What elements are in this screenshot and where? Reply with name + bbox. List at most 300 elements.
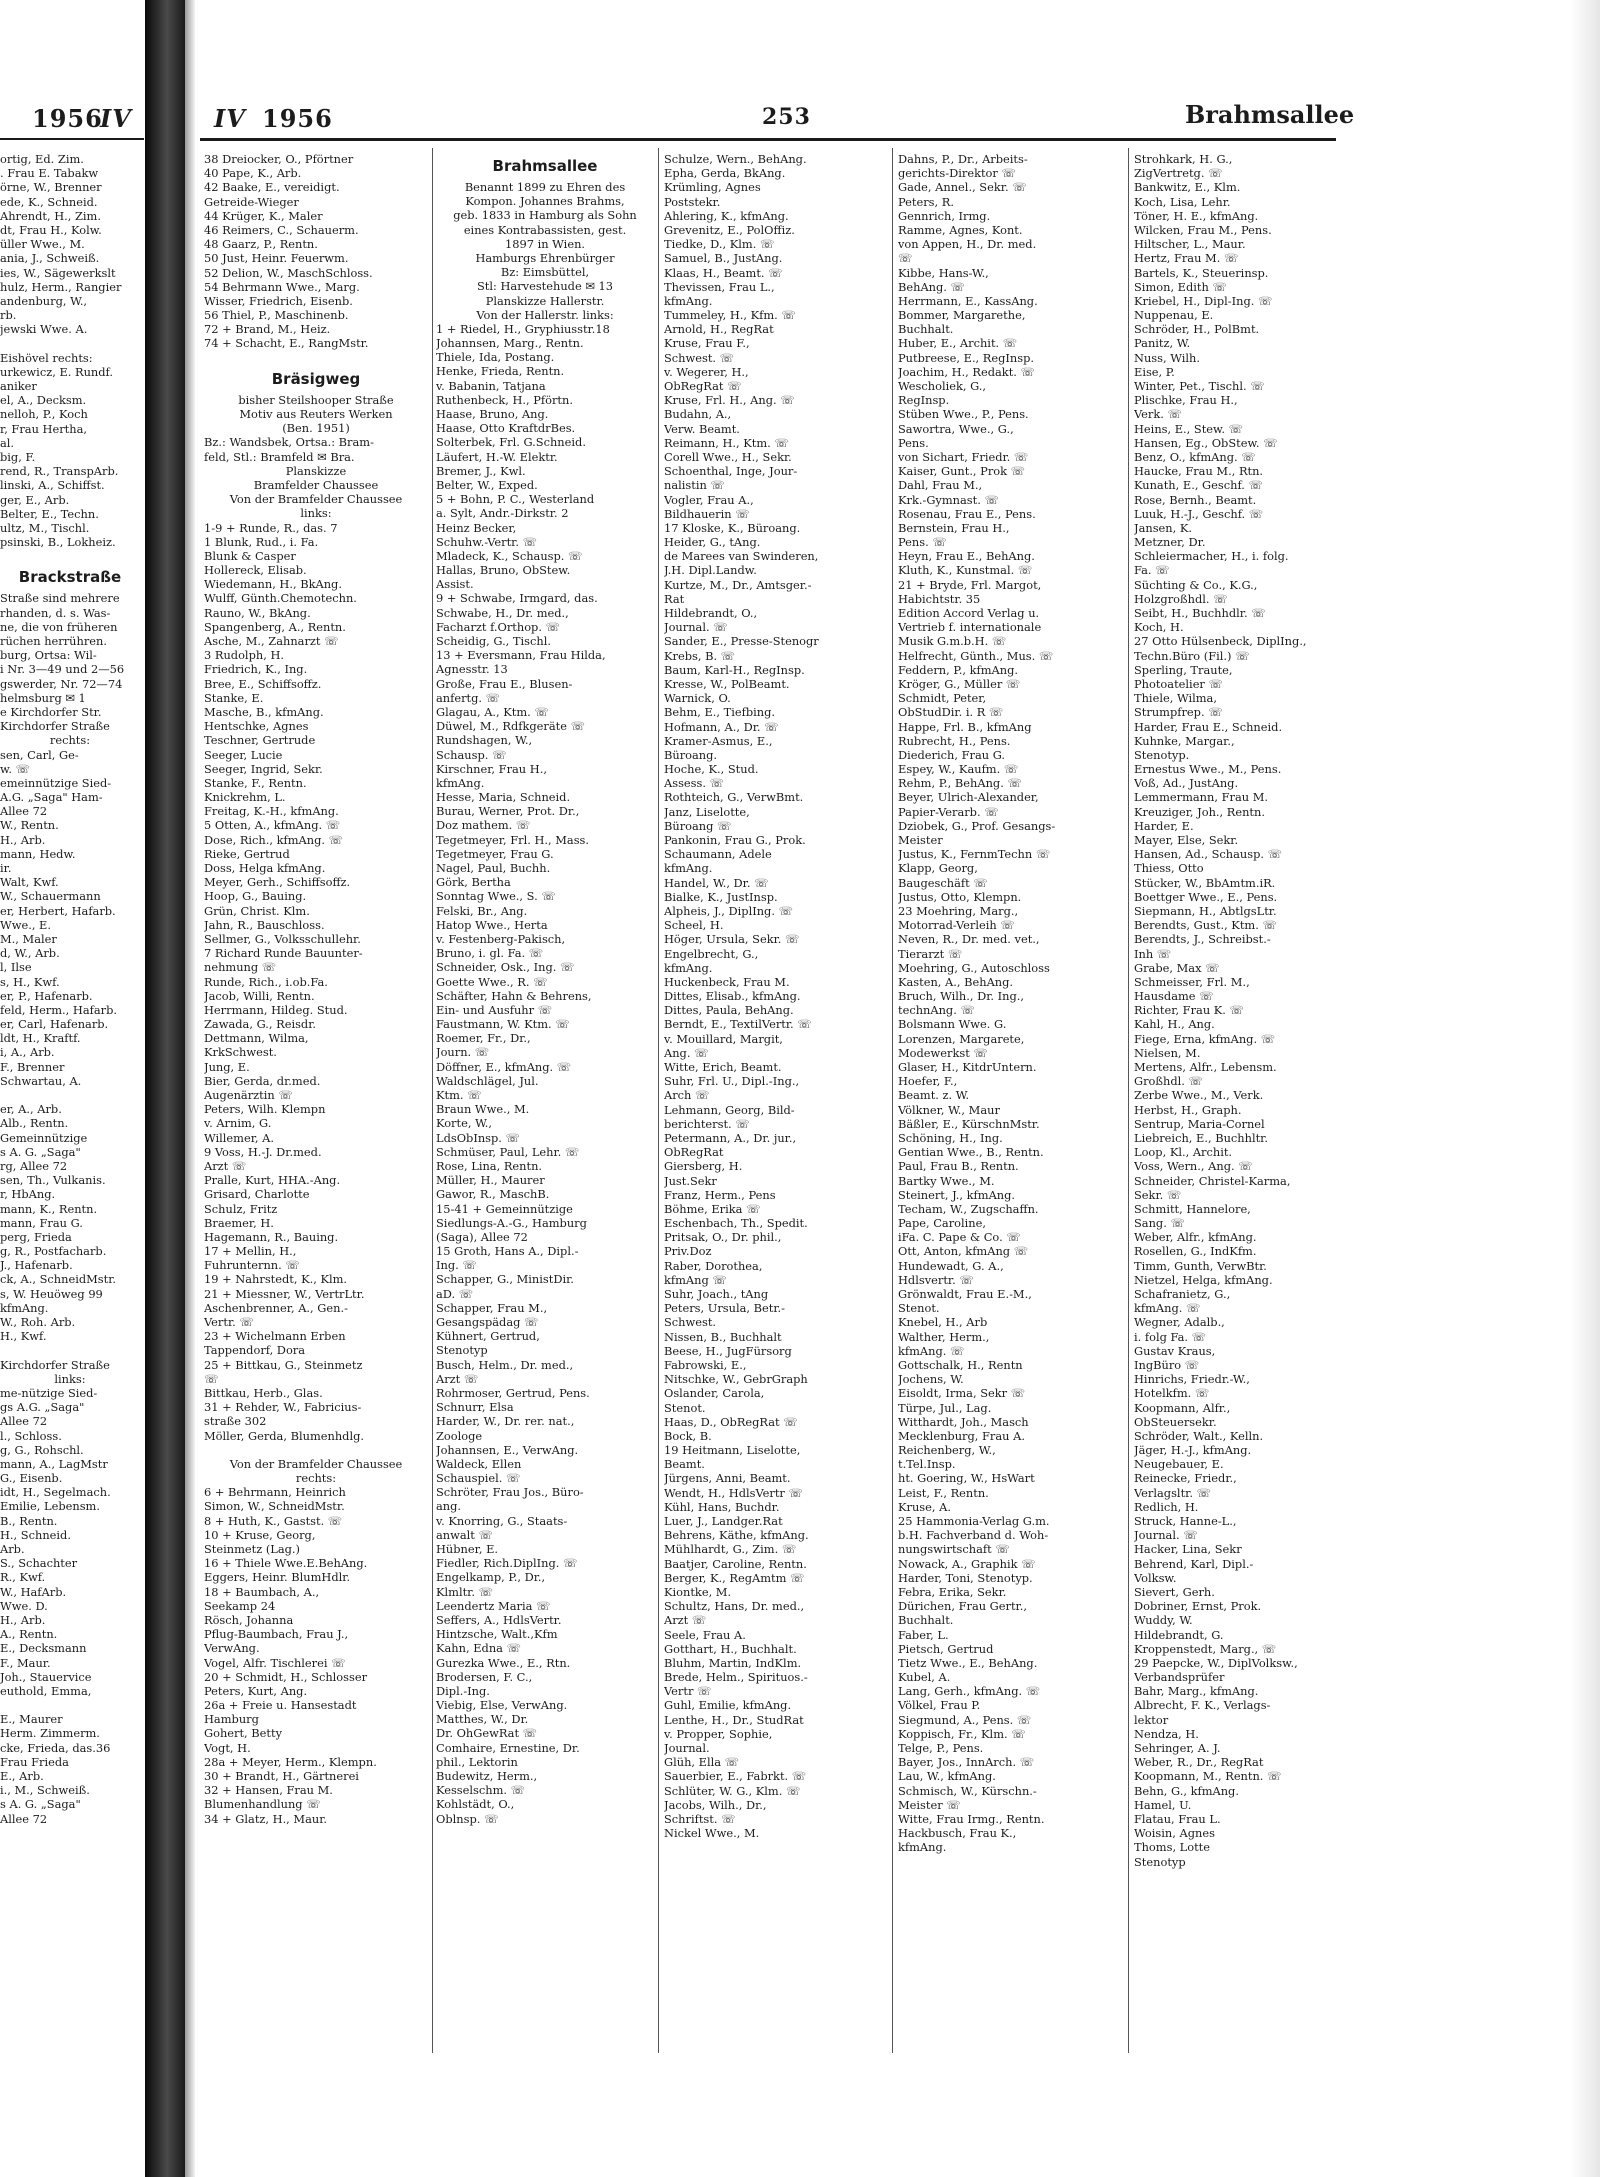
directory-line: Justus, Otto, Klempn. bbox=[898, 889, 1022, 904]
directory-line: Tegetmeyer, Frau G. bbox=[436, 846, 554, 861]
directory-line: Journal. bbox=[664, 1741, 710, 1755]
directory-line: Luer, J., Landger.Rat bbox=[664, 1514, 783, 1528]
directory-line: J., Hafenarb. bbox=[0, 1258, 73, 1273]
directory-line: Bayer, Jos., InnArch. ☏ bbox=[898, 1755, 1034, 1770]
directory-line: 17 Kloske, K., Büroang. bbox=[664, 520, 801, 535]
directory-line: Beamt. bbox=[664, 1457, 705, 1472]
directory-line: Döffner, E., kfmAng. ☏ bbox=[436, 1059, 572, 1074]
directory-line: Schwest. ☏ bbox=[664, 350, 734, 365]
directory-line: Bz: Eimsbüttel, bbox=[500, 265, 590, 280]
directory-line: Nissen, B., Buchhalt bbox=[664, 1329, 782, 1344]
directory-line: Leendertz Maria ☏ bbox=[436, 1598, 551, 1613]
directory-line: nelloh, P., Koch bbox=[0, 407, 88, 422]
directory-line: Doz mathem. ☏ bbox=[436, 818, 531, 833]
directory-line: Leist, F., Rentn. bbox=[898, 1485, 989, 1500]
directory-line: s A. G. „Saga" bbox=[0, 1144, 81, 1159]
directory-line: Petermann, A., Dr. jur., bbox=[664, 1130, 797, 1145]
directory-line: Eise, P. bbox=[1134, 364, 1175, 379]
directory-line: Rose, Bernh., Beamt. bbox=[1134, 492, 1257, 507]
directory-line: Grönwaldt, Frau E.-M., bbox=[898, 1287, 1032, 1301]
directory-line: Kahn, Edna ☏ bbox=[436, 1641, 521, 1656]
directory-line: idt, H., Segelmach. bbox=[0, 1485, 111, 1500]
directory-line: Benz, O., kfmAng. ☏ bbox=[1134, 449, 1256, 464]
directory-line: 23 + Wichelmann Erben bbox=[204, 1329, 346, 1344]
directory-line: rhanden, d. s. Was- bbox=[0, 605, 111, 620]
directory-line: Viebig, Else, VerwAng. bbox=[436, 1698, 568, 1713]
directory-line: S., Schachter bbox=[0, 1556, 78, 1571]
directory-line: Schröter, Frau Jos., Büro- bbox=[436, 1485, 584, 1500]
directory-line: mann, A., LagMstr bbox=[0, 1456, 108, 1471]
directory-line: Straße sind mehrere bbox=[0, 591, 120, 606]
directory-line: Bluhm, Martin, IndKlm. bbox=[664, 1655, 802, 1670]
directory-line: E., Arb. bbox=[0, 1769, 44, 1783]
directory-line: 9 + Schwabe, Irmgard, das. bbox=[436, 591, 598, 606]
directory-line: sen, Th., Vulkanis. bbox=[0, 1173, 106, 1188]
directory-line: Kunath, E., Geschf. ☏ bbox=[1134, 478, 1263, 493]
directory-line: Guhl, Emilie, kfmAng. bbox=[664, 1698, 792, 1713]
directory-line: ang. bbox=[436, 1499, 462, 1514]
directory-line: Plischke, Frau H., bbox=[1134, 393, 1238, 408]
directory-line: Krümling, Agnes bbox=[664, 180, 761, 195]
directory-line: Aschenbrenner, A., Gen.- bbox=[204, 1300, 348, 1315]
directory-line: Photoatelier ☏ bbox=[1134, 676, 1223, 691]
left-page-column bbox=[0, 152, 140, 1826]
left-page-header-rule bbox=[0, 138, 144, 140]
directory-line: Winter, Pet., Tischl. ☏ bbox=[1134, 379, 1265, 393]
directory-line: Koopmann, M., Rentn. ☏ bbox=[1134, 1769, 1282, 1784]
directory-line: Schwabe, H., Dr. med., bbox=[436, 605, 569, 620]
directory-line: lektor bbox=[1134, 1712, 1169, 1727]
directory-line: Hamburgs Ehrenbürger bbox=[475, 250, 615, 265]
directory-line: J.H. Dipl.Landw. bbox=[664, 563, 757, 578]
directory-line: t.Tel.Insp. bbox=[898, 1457, 956, 1472]
directory-line: Schneider, Christel-Karma, bbox=[1134, 1173, 1291, 1188]
directory-line: Getreide-Wieger bbox=[204, 194, 299, 209]
directory-line: Liebreich, E., Buchhltr. bbox=[1134, 1130, 1268, 1145]
column-3 bbox=[664, 152, 888, 1840]
directory-line: Allee 72 bbox=[0, 1414, 48, 1429]
directory-line: cke, Frieda, das.36 bbox=[0, 1740, 111, 1755]
directory-line: F., Brenner bbox=[0, 1059, 65, 1074]
directory-line: Hamel, U. bbox=[1134, 1797, 1192, 1812]
directory-line: Brede, Helm., Spirituos.- bbox=[664, 1670, 808, 1685]
directory-line: Baatjer, Caroline, Rentn. bbox=[664, 1556, 807, 1571]
directory-line: Grün, Christ. Klm. bbox=[204, 903, 310, 918]
directory-line: 1897 in Wien. bbox=[504, 236, 586, 251]
directory-line: Wwe., E. bbox=[0, 917, 51, 932]
directory-line: Feddern, P., kfmAng. bbox=[898, 662, 1018, 677]
directory-line: Pietsch, Gertrud bbox=[898, 1641, 994, 1656]
directory-line: Pens. ☏ bbox=[898, 535, 947, 550]
directory-line: Kriebel, H., Dipl-Ing. ☏ bbox=[1134, 293, 1273, 308]
directory-line: Stenot. bbox=[898, 1301, 940, 1316]
directory-line: berichterst. ☏ bbox=[664, 1116, 750, 1131]
directory-line: rüchen herrühren. bbox=[0, 634, 107, 648]
directory-line: LdsObInsp. ☏ bbox=[436, 1130, 520, 1145]
right-page-year: 1956 bbox=[262, 104, 333, 133]
directory-line: Pape, Caroline, bbox=[898, 1216, 987, 1231]
directory-line: v. Festenberg-Pakisch, bbox=[436, 931, 566, 946]
directory-line: Hiltscher, L., Maur. bbox=[1134, 237, 1246, 252]
directory-line: Hdlsvertr. ☏ bbox=[898, 1272, 974, 1287]
directory-line: Witte, Frau Irmg., Rentn. bbox=[898, 1811, 1045, 1826]
directory-line: Lorenzen, Margarete, bbox=[898, 1031, 1025, 1046]
directory-line: Glaser, H., KitdrUntern. bbox=[898, 1060, 1037, 1074]
directory-line: v. Arnim, G. bbox=[204, 1116, 272, 1131]
directory-line: geb. 1833 in Hamburg als Sohn bbox=[453, 208, 637, 223]
directory-line: me-nützige Sied- bbox=[0, 1385, 98, 1400]
directory-line: Hackbusch, Frau K., bbox=[898, 1826, 1017, 1841]
directory-line: 8 + Huth, K., Gastst. ☏ bbox=[204, 1513, 343, 1528]
directory-line: Korte, W., bbox=[436, 1116, 493, 1131]
directory-line: Blunk & Casper bbox=[204, 548, 296, 563]
directory-line: Hausdame ☏ bbox=[1134, 989, 1214, 1004]
directory-line: kfmAng. bbox=[664, 960, 713, 975]
directory-line: 50 Just, Heinr. Feuerwm. bbox=[204, 251, 349, 266]
directory-line: helmsburg ✉ 1 bbox=[0, 690, 86, 705]
directory-line: 23 Moehring, Marg., bbox=[898, 903, 1019, 918]
directory-line: Kruse, A. bbox=[898, 1499, 951, 1514]
directory-line: 31 + Rehder, W., Fabricius- bbox=[204, 1400, 362, 1415]
directory-line: Schriftst. ☏ bbox=[664, 1811, 736, 1826]
directory-line: Jansen, K. bbox=[1134, 520, 1192, 535]
directory-line: Willemer, A. bbox=[204, 1130, 275, 1145]
directory-line: Rehm, P., BehAng. ☏ bbox=[898, 776, 1022, 791]
directory-line: 1 Blunk, Rud., i. Fa. bbox=[204, 534, 319, 549]
directory-line: Alpheis, J., DiplIng. ☏ bbox=[664, 903, 793, 918]
directory-line: 34 + Glatz, H., Maur. bbox=[204, 1811, 328, 1826]
directory-line: Journ. ☏ bbox=[436, 1045, 490, 1060]
directory-line: 32 + Hansen, Frau M. bbox=[204, 1783, 333, 1798]
directory-line: Tiedke, D., Klm. ☏ bbox=[664, 237, 775, 252]
directory-line: Hentschke, Agnes bbox=[204, 719, 309, 734]
directory-line: Happe, Frl. B., kfmAng bbox=[898, 719, 1032, 734]
directory-line: Hamburg bbox=[204, 1712, 259, 1727]
directory-line: Sawortra, Wwe., G., bbox=[898, 421, 1014, 436]
directory-line: Herrmann, E., KassAng. bbox=[898, 293, 1038, 308]
directory-line: s A. G. „Saga" bbox=[0, 1797, 81, 1812]
directory-line: Schulz, Fritz bbox=[204, 1201, 278, 1216]
directory-line: Koppisch, Fr., Klm. ☏ bbox=[898, 1726, 1026, 1741]
directory-line: 17 + Mellin, H., bbox=[204, 1244, 297, 1259]
directory-line: Motorrad-Verleih ☏ bbox=[898, 918, 1015, 933]
directory-line: Kruse, Frau F., bbox=[664, 336, 750, 351]
directory-line: Schwest. bbox=[664, 1315, 717, 1330]
directory-line: Tummeley, H., Kfm. ☏ bbox=[664, 308, 796, 323]
directory-line: Kruse, Frl. H., Ang. ☏ bbox=[664, 393, 795, 408]
directory-line: Dettmann, Wilma, bbox=[204, 1031, 309, 1046]
directory-line: Türpe, Jul., Lag. bbox=[898, 1400, 992, 1415]
directory-line: Faustmann, W. Ktm. ☏ bbox=[436, 1017, 570, 1032]
directory-line bbox=[204, 1443, 428, 1457]
directory-line: Kirchdorfer Straße bbox=[0, 1357, 110, 1372]
directory-line: Helfrecht, Günth., Mus. ☏ bbox=[898, 648, 1054, 663]
directory-line: Wwe. D. bbox=[0, 1598, 48, 1613]
directory-line bbox=[0, 1088, 140, 1102]
directory-line: Schmidt, Peter, bbox=[898, 691, 987, 706]
directory-line: Bartels, K., Steuerinsp. bbox=[1134, 265, 1269, 280]
directory-line: Zerbe Wwe., M., Verk. bbox=[1134, 1088, 1264, 1103]
directory-line: R., Kwf. bbox=[0, 1570, 46, 1585]
directory-line: Braun Wwe., M. bbox=[436, 1102, 530, 1117]
directory-line: Görk, Bertha bbox=[436, 875, 511, 890]
directory-line: Müller, H., Maurer bbox=[436, 1173, 545, 1188]
directory-line: Vertrieb f. internationale bbox=[898, 620, 1042, 635]
directory-line: Schoenthal, Inge, Jour- bbox=[664, 464, 798, 479]
directory-line: Sekr. ☏ bbox=[1134, 1187, 1182, 1202]
directory-line: Luuk, H.-J., Geschf. ☏ bbox=[1134, 506, 1264, 521]
directory-line bbox=[0, 1343, 140, 1357]
directory-line: W., HafArb. bbox=[0, 1584, 67, 1599]
directory-line: Gennrich, Irmg. bbox=[898, 208, 991, 223]
directory-line: 3 Rudolph, H. bbox=[204, 648, 284, 663]
directory-line: Töner, H. E., kfmAng. bbox=[1134, 208, 1259, 223]
directory-line: w. ☏ bbox=[0, 761, 30, 776]
directory-line: Suhr, Frl. U., Dipl.-Ing., bbox=[664, 1074, 800, 1089]
directory-line: gerichts-Direktor ☏ bbox=[898, 166, 1016, 181]
directory-line: Arzt ☏ bbox=[436, 1371, 479, 1386]
directory-line: hulz, Herm., Rangier bbox=[0, 279, 122, 294]
directory-line: Klapp, Georg, bbox=[898, 861, 978, 876]
directory-line: Pflug-Baumbach, Frau J., bbox=[204, 1627, 349, 1642]
column-divider bbox=[1128, 148, 1129, 2053]
directory-line: Verbandsprüfer bbox=[1134, 1670, 1225, 1685]
directory-line: 74 + Schacht, E., RangMstr. bbox=[204, 336, 369, 351]
directory-line: ger, E., Arb. bbox=[0, 492, 70, 507]
directory-line: G., Eisenb. bbox=[0, 1471, 63, 1486]
directory-line: Gotthart, H., Buchhalt. bbox=[664, 1641, 797, 1656]
directory-line: Rubrecht, H., Pens. bbox=[898, 733, 1011, 748]
directory-line: H., Schneid. bbox=[0, 1527, 71, 1542]
directory-line: Hinrichs, Friedr.-W., bbox=[1134, 1372, 1250, 1387]
directory-line: Bankwitz, E., Klm. bbox=[1134, 180, 1241, 195]
directory-line: Faber, L. bbox=[898, 1627, 949, 1642]
directory-line: Hagemann, R., Bauing. bbox=[204, 1229, 339, 1244]
directory-line: Wulff, Günth.Chemotechn. bbox=[204, 591, 357, 606]
directory-line: Berger, K., RegAmtm ☏ bbox=[664, 1570, 805, 1585]
directory-line: Metzner, Dr. bbox=[1134, 535, 1206, 550]
directory-line: mann, K., Rentn. bbox=[0, 1201, 98, 1216]
directory-line: von Sichart, Friedr. ☏ bbox=[898, 449, 1029, 464]
directory-line: Dobriner, Ernst, Prok. bbox=[1134, 1599, 1262, 1614]
directory-line: 52 Delion, W., MaschSchloss. bbox=[204, 265, 373, 280]
directory-line: kfmAng. bbox=[0, 1300, 49, 1315]
directory-line: Modewerkst ☏ bbox=[898, 1045, 988, 1060]
gutter-edge bbox=[185, 0, 195, 2177]
directory-line: e Kirchdorfer Str. bbox=[0, 704, 102, 719]
directory-line: Vertr. ☏ bbox=[204, 1315, 254, 1329]
directory-line: Dipl.-Ing. bbox=[436, 1683, 490, 1698]
directory-line: Walther, Herm., bbox=[898, 1329, 990, 1344]
column-1 bbox=[204, 152, 428, 1826]
directory-line: Poststekr. bbox=[664, 194, 721, 209]
column-2 bbox=[436, 152, 654, 1826]
directory-line: Solterbek, Frl. G.Schneid. bbox=[436, 435, 586, 450]
directory-line: ultz, M., Tischl. bbox=[0, 520, 90, 535]
directory-line: v. Wegerer, H., bbox=[664, 364, 749, 379]
directory-line: Hansen, Eg., ObStew. ☏ bbox=[1134, 435, 1278, 450]
directory-line: Sellmer, G., Volksschullehr. bbox=[204, 931, 361, 946]
directory-line: ir. bbox=[0, 861, 12, 875]
directory-line: Walt, Kwf. bbox=[0, 875, 59, 890]
directory-line: Höger, Ursula, Sekr. ☏ bbox=[664, 932, 800, 947]
directory-line: Moehring, G., Autoschloss bbox=[898, 960, 1050, 975]
directory-line: Kasten, A., BehAng. bbox=[898, 974, 1014, 989]
directory-line: Nuppenau, E. bbox=[1134, 308, 1214, 323]
directory-line: eines Kontrabassisten, gest. bbox=[463, 222, 627, 237]
directory-line: ☏ bbox=[898, 251, 913, 266]
directory-line: Lang, Gerh., kfmAng. ☏ bbox=[898, 1684, 1040, 1699]
directory-line: Klmltr. ☏ bbox=[436, 1584, 493, 1599]
directory-line: Bialke, K., JustInsp. bbox=[664, 889, 778, 904]
column-divider bbox=[892, 148, 893, 2053]
directory-line: linski, A., Schiffst. bbox=[0, 478, 105, 493]
directory-line: 19 Heitmann, Liselotte, bbox=[664, 1443, 801, 1458]
directory-line: Gesangspädag ☏ bbox=[436, 1315, 539, 1329]
directory-line: Bernstein, Frau H., bbox=[898, 520, 1010, 535]
directory-line: Schaumann, Adele bbox=[664, 847, 772, 862]
directory-line: Stenotyp. bbox=[1134, 747, 1190, 762]
directory-line: Agnesstr. 13 bbox=[436, 662, 508, 677]
directory-line: Nietzel, Helga, kfmAng. bbox=[1134, 1272, 1273, 1287]
directory-line: Planskizze bbox=[285, 463, 347, 478]
page-edge-shadow bbox=[1570, 0, 1600, 2177]
directory-line: Steinmetz (Lag.) bbox=[204, 1542, 300, 1556]
directory-line: Felski, Br., Ang. bbox=[436, 903, 528, 918]
left-page-section: IV bbox=[100, 104, 132, 133]
directory-line: ldt, H., Kraftf. bbox=[0, 1031, 81, 1046]
directory-line: Büroang. bbox=[664, 747, 718, 762]
directory-line: Thiele, Wilma, bbox=[1134, 691, 1217, 706]
directory-line: Budewitz, Herm., bbox=[436, 1769, 538, 1783]
directory-line: Jung, E. bbox=[204, 1059, 250, 1074]
directory-line: Jahn, R., Bauschloss. bbox=[204, 917, 325, 932]
directory-line: Fiedler, Rich.DiplIng. ☏ bbox=[436, 1556, 578, 1571]
directory-line: ania, J., Schweiß. bbox=[0, 251, 100, 266]
directory-line: Fa. ☏ bbox=[1134, 563, 1170, 578]
directory-line: Scheidig, G., Tischl. bbox=[436, 634, 551, 648]
directory-line: Febra, Erika, Sekr. bbox=[898, 1584, 1007, 1599]
directory-line: Kahl, H., Ang. bbox=[1134, 1017, 1215, 1032]
directory-line: i Nr. 3—49 und 2—56 bbox=[0, 662, 125, 677]
directory-line: Süchting & Co., K.G., bbox=[1134, 577, 1258, 592]
directory-line: Franz, Herm., Pens bbox=[664, 1187, 776, 1202]
directory-line: Kaiser, Gunt., Prok ☏ bbox=[898, 464, 1025, 479]
directory-line: Pralle, Kurt, HHA.-Ang. bbox=[204, 1173, 341, 1188]
directory-line: Schuhw.-Vertr. ☏ bbox=[436, 534, 537, 549]
directory-line: Großhdl. ☏ bbox=[1134, 1074, 1203, 1089]
directory-line: Weber, Alfr., kfmAng. bbox=[1134, 1230, 1257, 1245]
directory-line: Baum, Karl-H., RegInsp. bbox=[664, 662, 805, 677]
directory-line bbox=[0, 549, 140, 563]
directory-line: Techam, W., Zugschaffn. bbox=[898, 1201, 1039, 1216]
directory-line bbox=[204, 351, 428, 365]
directory-line: nalistin ☏ bbox=[664, 478, 725, 493]
directory-line: Burau, Werner, Prot. Dr., bbox=[436, 804, 580, 819]
directory-line: Berendts, J., Schreibst.- bbox=[1134, 932, 1271, 947]
directory-line: 25 Hammonia-Verlag G.m. bbox=[898, 1514, 1050, 1528]
directory-line: Behn, G., kfmAng. bbox=[1134, 1783, 1239, 1798]
directory-line: ck, A., SchneidMstr. bbox=[0, 1272, 117, 1287]
directory-line: psinski, B., Lokheiz. bbox=[0, 535, 116, 550]
directory-line: Putbreese, E., RegInsp. bbox=[898, 350, 1035, 365]
directory-line: b.H. Fachverband d. Woh- bbox=[898, 1528, 1049, 1543]
directory-line: Timm, Gunth, VerwBtr. bbox=[1134, 1258, 1267, 1273]
directory-line: Wegner, Adalb., bbox=[1134, 1315, 1225, 1330]
directory-line: Techn.Büro (Fil.) ☏ bbox=[1134, 648, 1250, 663]
directory-line: Peters, Ursula, Betr.- bbox=[664, 1301, 785, 1316]
directory-line: Bree, E., Schiffsoffz. bbox=[204, 676, 322, 691]
directory-line: Wendt, H., HdlsVertr ☏ bbox=[664, 1485, 803, 1500]
directory-line: Zawada, G., Reisdr. bbox=[204, 1017, 317, 1032]
directory-line: rechts: bbox=[295, 1471, 337, 1486]
directory-line: Boettger Wwe., E., Pens. bbox=[1134, 889, 1278, 904]
directory-line: Joh., Stauervice bbox=[0, 1669, 92, 1684]
directory-line: Tegetmeyer, Frl. H., Mass. bbox=[436, 832, 590, 847]
directory-line: Hoche, K., Stud. bbox=[664, 762, 759, 777]
directory-line: iFa. C. Pape & Co. ☏ bbox=[898, 1230, 1021, 1245]
directory-line: Kresse, W., PolBeamt. bbox=[664, 676, 790, 691]
directory-line: Siedlungs-A.-G., Hamburg bbox=[436, 1215, 587, 1230]
directory-line: Herrmann, Hildeg. Stud. bbox=[204, 1002, 348, 1017]
directory-line: Stl: Harvestehude ✉ 13 bbox=[477, 279, 613, 294]
directory-line: Inh ☏ bbox=[1134, 946, 1172, 961]
directory-line: Siegmund, A., Pens. ☏ bbox=[898, 1712, 1032, 1727]
directory-line: Ahrendt, H., Zim. bbox=[0, 208, 101, 223]
directory-line: er, Carl, Hafenarb. bbox=[0, 1017, 109, 1032]
directory-line: Von der Bramfelder Chaussee bbox=[229, 1456, 403, 1471]
directory-line: rend, R., TranspArb. bbox=[0, 464, 119, 479]
directory-line: Dose, Rich., kfmAng. ☏ bbox=[204, 832, 343, 847]
directory-line: mann, Hedw. bbox=[0, 846, 76, 861]
directory-line: Rauno, W., BkAng. bbox=[204, 605, 311, 620]
directory-line: 10 + Kruse, Georg, bbox=[204, 1527, 316, 1542]
directory-line: E., Decksmann bbox=[0, 1641, 87, 1656]
directory-line: Braemer, H. bbox=[204, 1215, 274, 1230]
directory-line: Neven, R., Dr. med. vet., bbox=[898, 932, 1040, 947]
directory-line: dt, Frau H., Kolw. bbox=[0, 222, 102, 237]
directory-line: urkewicz, E. Rundf. bbox=[0, 364, 113, 379]
directory-line: Lehmann, Georg, Bild- bbox=[664, 1102, 795, 1117]
directory-line: Heider, G., tAng. bbox=[664, 535, 761, 550]
directory-line: . Frau E. Tabakw bbox=[0, 166, 99, 181]
directory-line: Richter, Frau K. ☏ bbox=[1134, 1003, 1244, 1018]
directory-line: Hotelkfm. ☏ bbox=[1134, 1386, 1210, 1401]
directory-line: Ernestus Wwe., M., Pens. bbox=[1134, 762, 1282, 777]
directory-line: Allee 72 bbox=[0, 1811, 48, 1826]
directory-line: Hildebrandt, O., bbox=[664, 606, 758, 620]
directory-line: feld, Stl.: Bramfeld ✉ Bra. bbox=[204, 449, 355, 464]
directory-line: Corell Wwe., H., Sekr. bbox=[664, 449, 792, 464]
directory-line: rg, Allee 72 bbox=[0, 1158, 68, 1173]
directory-line: Dahl, Frau M., bbox=[898, 478, 983, 493]
directory-line: d, W., Arb. bbox=[0, 946, 60, 961]
directory-line: Bz.: Wandsbek, Ortsa.: Bram- bbox=[204, 435, 374, 450]
directory-line: Jürgens, Anni, Beamt. bbox=[664, 1471, 791, 1486]
directory-line: M., Maler bbox=[0, 931, 57, 946]
directory-line: Beese, H., JugFürsorg bbox=[664, 1343, 792, 1358]
directory-line: Stanke, F., Rentn. bbox=[204, 775, 307, 790]
directory-line: Kompon. Johannes Brahms, bbox=[465, 194, 625, 209]
directory-line: ZigVertretg. ☏ bbox=[1134, 166, 1223, 181]
column-divider bbox=[658, 148, 659, 2053]
directory-line: Bramfelder Chaussee bbox=[253, 477, 379, 492]
directory-line: 19 + Nahrstedt, K., Klm. bbox=[204, 1272, 348, 1287]
directory-line: Kramer-Asmus, E., bbox=[664, 733, 773, 748]
directory-line: Haase, Bruno, Ang. bbox=[436, 407, 549, 421]
directory-line: ObStudDir. i. R ☏ bbox=[898, 705, 1004, 720]
directory-line: s, W. Heuöweg 99 bbox=[0, 1286, 103, 1301]
